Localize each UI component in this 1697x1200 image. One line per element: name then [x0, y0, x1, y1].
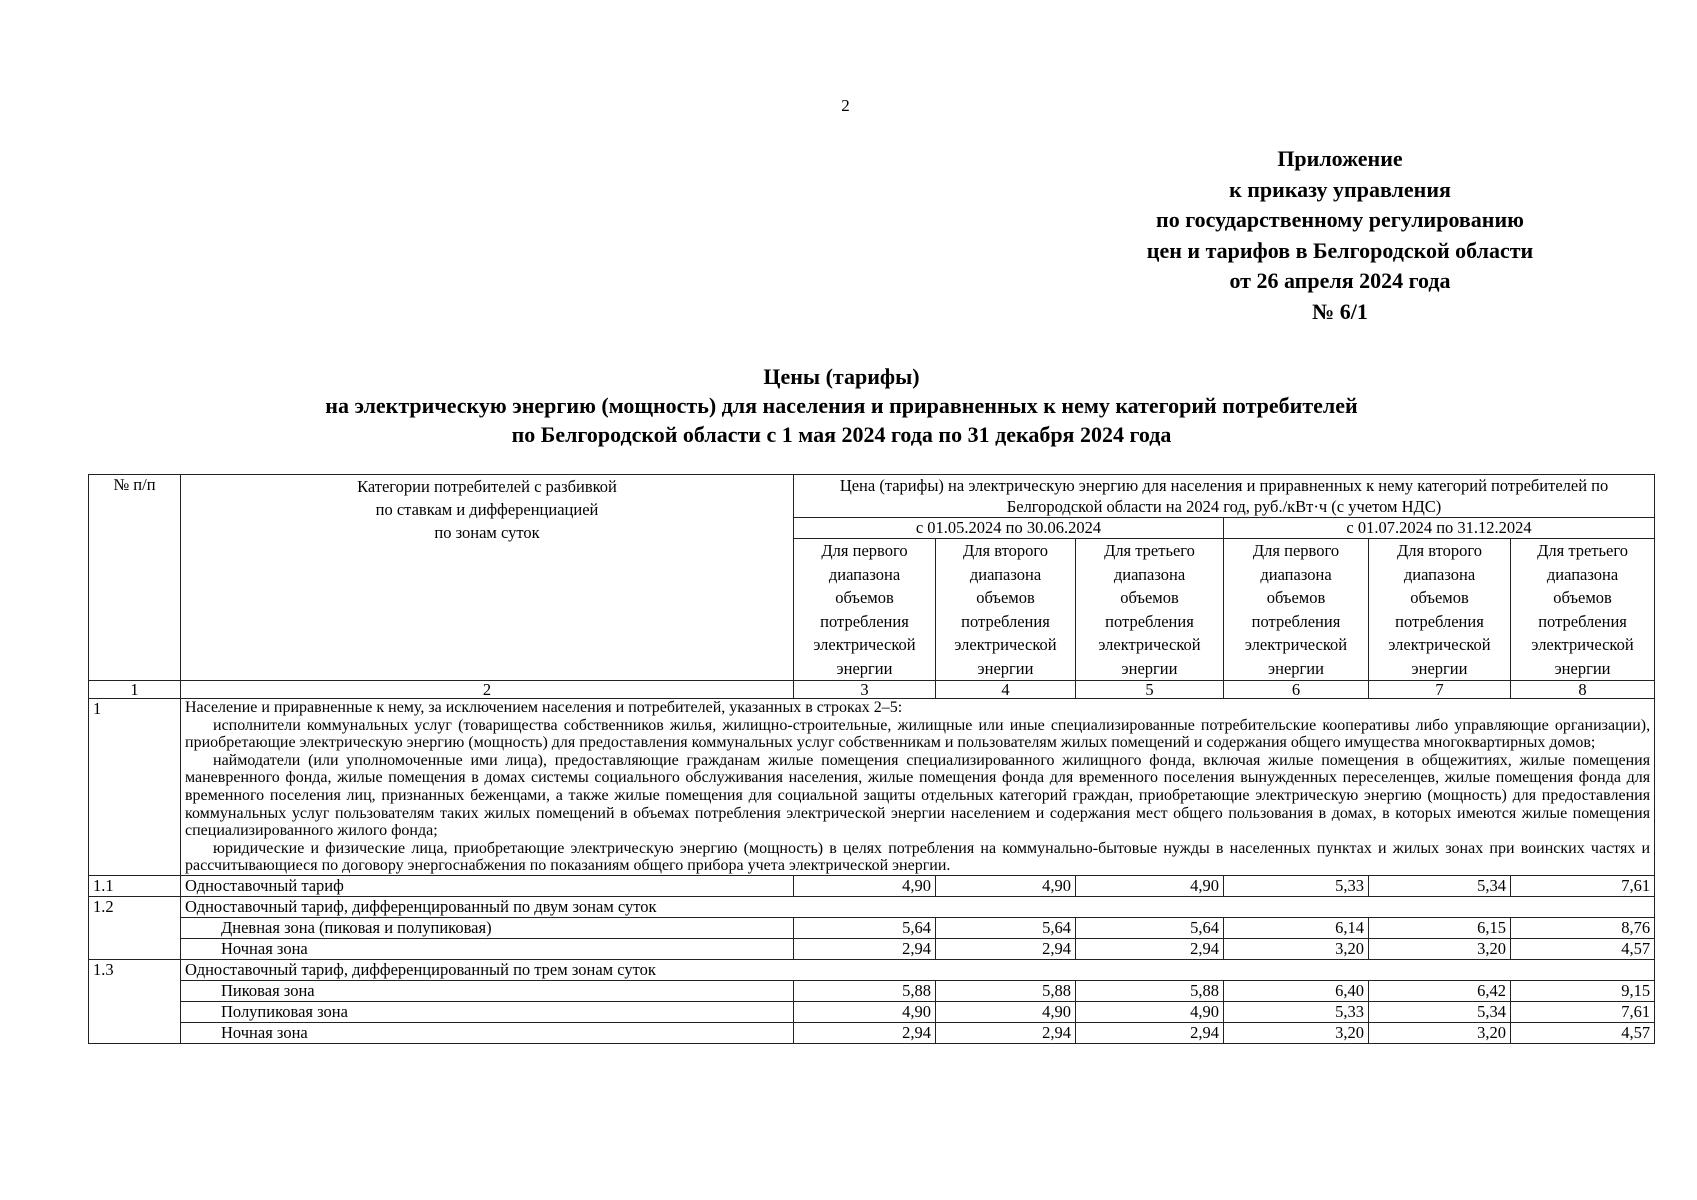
column-number: 5	[1076, 681, 1224, 699]
price-cell: 4,90	[936, 875, 1076, 896]
price-cell: 2,94	[1076, 1022, 1224, 1043]
appendix-line: цен и тарифов в Белгородской области	[1146, 237, 1534, 263]
header-range-6	[1511, 539, 1655, 681]
header-period-2: с 01.07.2024 по 31.12.2024	[1224, 518, 1655, 539]
price-cell: 5,64	[936, 917, 1076, 938]
header-range-line: энергии	[836, 658, 893, 678]
page-number: 2	[841, 96, 850, 115]
appendix-line: к приказу управления	[1229, 176, 1451, 202]
header-range-line: электрической	[1388, 635, 1491, 654]
row-label: Ночная зона	[181, 1022, 794, 1043]
header-range-line: Для второго	[963, 541, 1048, 560]
appendix-line: от 26 апреля 2024 года	[1229, 268, 1451, 293]
price-cell: 3,20	[1224, 938, 1369, 959]
header-range-4	[1224, 539, 1369, 681]
header-range-line: объемов	[1553, 588, 1612, 607]
header-range-line: объемов	[1410, 588, 1469, 607]
header-range-line: Для третьего	[1537, 541, 1628, 560]
header-range-line: диапазона	[1546, 564, 1619, 584]
header-range-line: энергии	[1554, 658, 1611, 678]
section-paragraph: Население и приравненные к нему, за исключением населения и потребителей, указанных в строках 2–5:	[185, 699, 903, 716]
table-row	[89, 875, 1655, 896]
price-cell: 4,90	[794, 1001, 936, 1022]
header-range-line: объемов	[976, 588, 1035, 607]
price-cell: 4,90	[936, 1001, 1076, 1022]
row-label: Дневная зона (пиковая и полупиковая)	[181, 917, 794, 938]
column-number: 6	[1224, 681, 1369, 699]
section-paragraph: юридические и физические лица, приобретающие электрическую энергию (мощность) в целях потребления на коммунально-бытовые нужды в населенных пунктах и жилых зонах при воинских частях и рассчитывающиеся по договору энергоснабжения по показаниям общего прибора учета электрической энергии.	[185, 839, 1651, 875]
table-row	[89, 938, 1655, 959]
table-row	[89, 980, 1655, 1001]
price-cell: 6,15	[1369, 917, 1511, 938]
row-label: Одноставочный тариф	[181, 875, 794, 896]
document-title	[0, 362, 1697, 449]
price-cell: 2,94	[794, 938, 936, 959]
price-cell: 4,90	[1076, 1001, 1224, 1022]
title-line: по Белгородской области с 1 мая 2024 года по 31 декабря 2024 года	[511, 422, 1172, 447]
price-cell: 5,34	[1369, 875, 1511, 896]
column-number-row	[89, 681, 1655, 699]
price-cell: 2,94	[936, 938, 1076, 959]
section-row	[89, 699, 1655, 876]
section-description	[181, 699, 1655, 876]
price-cell: 5,33	[1224, 875, 1369, 896]
header-price: Цена (тарифы) на электрическую энергию для населения и приравненных к нему категорий потребителей по Белгородской области на 2024 год, руб./кВт·ч (с учетом НДС)	[794, 475, 1655, 518]
appendix-line: № 6/1	[1312, 298, 1368, 324]
section-paragraph: исполнители коммунальных услуг (товарищества собственников жилья, жилищно-строительные, жилищные или иные специализированные потребительские кооперативы либо управляющие организации), приобретающие электрическую энергию (мощность) для предоставления коммунальных услуг собственникам и пользователям жилых помещений и содержания общего имущества многоквартирных домов;	[185, 716, 1651, 752]
price-cell: 5,64	[1076, 917, 1224, 938]
header-num: № п/п	[89, 475, 181, 681]
appendix-header	[1060, 144, 1620, 327]
row-label: Пиковая зона	[181, 980, 794, 1001]
table-row	[89, 1001, 1655, 1022]
header-range-line: электрической	[1531, 635, 1634, 654]
row-number	[89, 1022, 181, 1043]
header-range-line: электрической	[813, 635, 916, 654]
price-cell: 4,57	[1511, 938, 1655, 959]
header-category-line: по зонам суток	[434, 523, 540, 542]
price-cell: 4,57	[1511, 1022, 1655, 1043]
price-cell: 4,90	[794, 875, 936, 896]
title-line: на электрическую энергию (мощность) для населения и приравненных к нему категорий потребителей	[325, 393, 1358, 418]
column-number: 4	[936, 681, 1076, 699]
title-line: Цены (тарифы)	[763, 364, 920, 389]
header-range-line: Для первого	[821, 541, 908, 560]
header-range-line: диапазона	[1403, 564, 1476, 584]
header-category-line: Категории потребителей с разбивкой	[357, 477, 617, 496]
row-label: Одноставочный тариф, дифференцированный по трем зонам суток	[181, 959, 1655, 980]
price-cell: 2,94	[936, 1022, 1076, 1043]
price-cell: 6,14	[1224, 917, 1369, 938]
price-cell: 6,42	[1369, 980, 1511, 1001]
price-cell: 7,61	[1511, 1001, 1655, 1022]
header-range-line: энергии	[977, 658, 1034, 678]
header-range-line: объемов	[1266, 588, 1326, 607]
price-cell: 5,33	[1224, 1001, 1369, 1022]
header-range-line: энергии	[1411, 658, 1468, 678]
price-cell: 5,88	[794, 980, 936, 1001]
row-number: 1.1	[89, 875, 181, 896]
row-label: Одноставочный тариф, дифференцированный по двум зонам суток	[181, 896, 1655, 917]
header-range-line: электрической	[954, 635, 1057, 654]
header-range-5	[1369, 539, 1511, 681]
header-range-line: Для третьего	[1104, 541, 1195, 560]
header-range-line: диапазона	[969, 564, 1042, 584]
header-range-line: потребления	[1251, 611, 1341, 631]
header-range-line: энергии	[1121, 658, 1178, 678]
header-period-1: с 01.05.2024 по 30.06.2024	[794, 518, 1224, 539]
header-range-line: потребления	[961, 611, 1050, 631]
price-cell: 5,64	[794, 917, 936, 938]
header-range-line: Для второго	[1397, 541, 1482, 560]
header-range-line: потребления	[1538, 611, 1627, 631]
row-number: 1.3	[89, 959, 181, 980]
header-range-line: электрической	[1098, 635, 1201, 654]
column-number: 8	[1511, 681, 1655, 699]
section-paragraph: наймодатели (или уполномоченные ими лица), предоставляющие гражданам жилые помещения специализированного жилищного фонда, включая жилые помещения в общежитиях, жилые помещения маневренного фонда, жилые помещения в домах системы социального обслуживания населения, жилые помещения фонда для временного поселения вынужденных переселенцев, жилые помещения фонда для временного поселения лиц, признанных беженцами, а также жилые помещения для социальной защиты отдельных категорий граждан, приобретающие электрическую энергию (мощность) для предоставления коммунальных услуг пользователям таких жилых помещений в объемах потребления электрической энергии населением и содержания мест общего пользования в домах, в которых имеются жилые помещения специализированного жилого фонда;	[185, 751, 1651, 840]
table-row	[89, 896, 1655, 917]
table-row	[89, 1022, 1655, 1043]
price-cell: 2,94	[1076, 938, 1224, 959]
price-cell: 5,88	[936, 980, 1076, 1001]
price-cell: 3,20	[1369, 938, 1511, 959]
column-number: 2	[181, 681, 794, 699]
header-range-line: электрической	[1244, 635, 1348, 654]
row-number	[89, 938, 181, 959]
tariff-table	[88, 474, 1655, 1044]
header-range-line: Для первого	[1252, 541, 1340, 560]
header-range-line: объемов	[1120, 588, 1179, 607]
header-category	[181, 475, 794, 681]
header-range-1	[794, 539, 936, 681]
column-number: 1	[89, 681, 181, 699]
appendix-line: Приложение	[1277, 146, 1403, 171]
row-number	[89, 980, 181, 1001]
header-range-line: энергии	[1268, 658, 1324, 678]
row-number: 1	[89, 699, 181, 876]
price-cell: 3,20	[1224, 1022, 1369, 1043]
header-range-line: диапазона	[1113, 564, 1186, 584]
header-range-line: диапазона	[1260, 564, 1332, 584]
table-row	[89, 959, 1655, 980]
appendix-line: по государственному регулированию	[1156, 207, 1524, 232]
table-row	[89, 917, 1655, 938]
row-number: 1.2	[89, 896, 181, 917]
price-cell: 6,40	[1224, 980, 1369, 1001]
price-cell: 5,34	[1369, 1001, 1511, 1022]
header-range-line: диапазона	[828, 564, 901, 584]
header-category-line: по ставкам и дифференциацией	[375, 500, 599, 519]
column-number: 3	[794, 681, 936, 699]
column-number: 7	[1369, 681, 1511, 699]
row-number	[89, 917, 181, 938]
header-range-line: потребления	[1395, 611, 1484, 631]
price-cell: 4,90	[1076, 875, 1224, 896]
header-range-line: объемов	[835, 588, 894, 607]
table-header	[89, 475, 1655, 699]
header-range-line: потребления	[820, 611, 909, 631]
price-cell: 9,15	[1511, 980, 1655, 1001]
price-cell: 7,61	[1511, 875, 1655, 896]
row-label: Ночная зона	[181, 938, 794, 959]
header-range-line: потребления	[1105, 611, 1194, 631]
table-body	[89, 699, 1655, 1044]
price-cell: 2,94	[794, 1022, 936, 1043]
row-number	[89, 1001, 181, 1022]
header-range-2	[936, 539, 1076, 681]
price-cell: 5,88	[1076, 980, 1224, 1001]
price-cell: 3,20	[1369, 1022, 1511, 1043]
price-cell: 8,76	[1511, 917, 1655, 938]
header-range-3	[1076, 539, 1224, 681]
row-label: Полупиковая зона	[181, 1001, 794, 1022]
